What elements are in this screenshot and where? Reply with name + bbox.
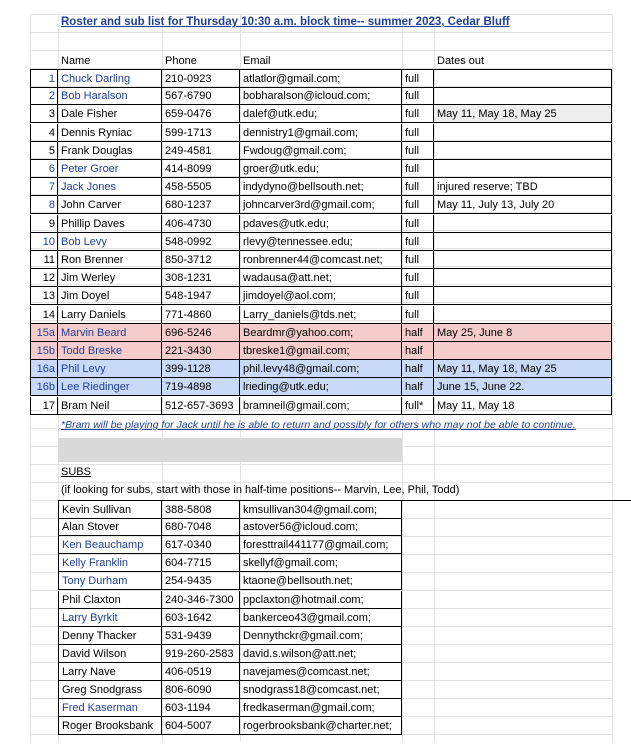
player-name: Dale Fisher xyxy=(58,105,162,123)
header-email: Email xyxy=(243,55,271,67)
sub-row xyxy=(58,591,631,609)
gray-cell xyxy=(162,438,240,462)
sub-row xyxy=(58,572,631,590)
player-name: Bob Levy xyxy=(58,233,162,251)
header-dates-out: Dates out xyxy=(437,55,485,67)
row-number: 14 xyxy=(30,306,58,324)
player-email: indydyno@bellsouth.net; xyxy=(240,178,402,196)
sub-email: bankerceo43@gmail.com; xyxy=(240,609,402,627)
header-name: Name xyxy=(61,55,91,67)
player-name: Marvin Beard xyxy=(58,324,162,342)
row-number: 4 xyxy=(30,124,58,142)
player-status: full xyxy=(402,87,434,105)
row-number: 9 xyxy=(30,215,58,233)
dates-out xyxy=(434,160,612,178)
player-email: jimdoyel@aol.com; xyxy=(240,287,402,305)
player-email: dalef@utk.edu; xyxy=(240,105,402,123)
player-name: Phil Levy xyxy=(58,360,162,378)
sub-email: foresttrail441177@gmail.com; xyxy=(240,536,402,554)
sub-name: Phil Claxton xyxy=(58,591,162,609)
table-row xyxy=(30,196,612,214)
dates-out xyxy=(434,251,612,269)
dates-out xyxy=(434,215,612,233)
row-number: 16a xyxy=(30,360,58,378)
player-email: johncarver3rd@gmail.com; xyxy=(240,196,402,214)
table-row xyxy=(30,306,612,324)
player-name: Bob Haralson xyxy=(58,87,162,105)
row-number: 6 xyxy=(30,160,58,178)
player-phone: 548-1947 xyxy=(162,287,240,305)
player-phone: 249-4581 xyxy=(162,142,240,160)
player-email: lrieding@utk.edu; xyxy=(240,378,402,396)
sub-email: ppclaxton@hotmail.com; xyxy=(240,591,402,609)
player-status: full xyxy=(402,105,434,123)
dates-out: May 11, May 18, May 25 xyxy=(434,105,612,123)
table-row xyxy=(30,269,612,287)
row-number: 13 xyxy=(30,287,58,305)
table-row xyxy=(30,215,612,233)
sub-email: astover56@icloud.com; xyxy=(240,518,402,536)
player-email: Fwdoug@gmail.com; xyxy=(240,142,402,160)
row-number: 3 xyxy=(30,105,58,123)
row-number: 15a xyxy=(30,324,58,342)
player-status: full xyxy=(402,269,434,287)
player-status: full xyxy=(402,233,434,251)
table-row xyxy=(30,342,612,360)
player-email: wadausa@att.net; xyxy=(240,269,402,287)
sub-phone: 388-5808 xyxy=(162,501,240,519)
table-row xyxy=(30,287,612,305)
dates-out xyxy=(434,87,612,105)
player-status: half xyxy=(402,360,434,378)
player-name: Frank Douglas xyxy=(58,142,162,160)
sub-name: Kevin Sullivan xyxy=(58,501,162,519)
player-name: Todd Breske xyxy=(58,342,162,360)
sub-name: Larry Byrkit xyxy=(58,609,162,627)
dates-out xyxy=(434,287,612,305)
sub-phone: 531-9439 xyxy=(162,627,240,645)
player-email: groer@utk.edu; xyxy=(240,160,402,178)
sub-email: rogerbrooksbank@charter.net; xyxy=(240,717,402,735)
dates-out: May 11, May 18, May 25 xyxy=(434,360,612,378)
player-name: Peter Groer xyxy=(58,160,162,178)
player-name: Jack Jones xyxy=(58,178,162,196)
row-number: 12 xyxy=(30,269,58,287)
sub-name: Denny Thacker xyxy=(58,627,162,645)
gray-cell xyxy=(58,438,162,462)
sub-phone: 604-5007 xyxy=(162,717,240,735)
player-phone: 406-4730 xyxy=(162,215,240,233)
player-name: Dennis Ryniac xyxy=(58,124,162,142)
table-row xyxy=(30,87,612,105)
sub-email: navejames@comcast.net; xyxy=(240,663,402,681)
sub-row xyxy=(58,627,631,645)
player-status: full xyxy=(402,178,434,196)
row-number: 16b xyxy=(30,378,58,396)
player-phone: 458-5505 xyxy=(162,178,240,196)
player-email: bobharalson@icloud.com; xyxy=(240,87,402,105)
sub-phone: 806-6090 xyxy=(162,681,240,699)
table-row xyxy=(30,178,612,196)
player-phone: 659-0476 xyxy=(162,105,240,123)
player-status: full xyxy=(402,160,434,178)
player-email: Larry_daniels@tds.net; xyxy=(240,306,402,324)
row-number: 15b xyxy=(30,342,58,360)
player-email: atlatlor@gmail.com; xyxy=(240,70,402,88)
sub-name: Fred Kaserman xyxy=(58,699,162,717)
footnote: *Bram will be playing for Jack until he is able to return and possibly for others who may not be able to continue. xyxy=(61,419,576,431)
sub-name: Kelly Franklin xyxy=(58,554,162,572)
sub-row xyxy=(58,536,631,554)
sub-email: david.s.wilson@att.net; xyxy=(240,645,402,663)
sub-name: David Wilson xyxy=(58,645,162,663)
sub-row xyxy=(58,609,631,627)
player-status: full xyxy=(402,70,434,88)
player-email: Beardmr@yahoo.com; xyxy=(240,324,402,342)
player-name: Ron Brenner xyxy=(58,251,162,269)
table-row xyxy=(30,124,612,142)
player-name: Phillip Daves xyxy=(58,215,162,233)
player-status: full xyxy=(402,215,434,233)
dates-out: June 15, June 22. xyxy=(434,378,612,396)
player-name: Chuck Darling xyxy=(58,70,162,88)
table-row xyxy=(30,160,612,178)
sub-phone: 406-0519 xyxy=(162,663,240,681)
player-name: Jim Doyel xyxy=(58,287,162,305)
sub-row xyxy=(58,645,631,663)
sheet-title: Roster and sub list for Thursday 10:30 a.m. block time-- summer 2023, Cedar Bluff xyxy=(61,16,510,28)
sub-email: ktaone@bellsouth.net; xyxy=(240,572,402,590)
player-phone: 414-8099 xyxy=(162,160,240,178)
player-phone: 399-1128 xyxy=(162,360,240,378)
sub-name: Roger Brooksbank xyxy=(58,717,162,735)
player-phone: 850-3712 xyxy=(162,251,240,269)
player-name: Bram Neil xyxy=(58,397,162,415)
subs-heading: SUBS xyxy=(61,466,91,478)
player-email: tbreske1@gmail.com; xyxy=(240,342,402,360)
dates-out: injured reserve; TBD xyxy=(434,178,612,196)
table-row xyxy=(30,397,612,415)
player-status: full xyxy=(402,124,434,142)
row-number: 5 xyxy=(30,142,58,160)
player-phone: 221-3430 xyxy=(162,342,240,360)
table-row xyxy=(30,251,612,269)
player-status: half xyxy=(402,378,434,396)
player-phone: 567-6790 xyxy=(162,87,240,105)
table-row xyxy=(30,324,612,342)
sub-row xyxy=(58,518,631,536)
player-name: John Carver xyxy=(58,196,162,214)
sub-email: skellyf@gmail.com; xyxy=(240,554,402,572)
dates-out xyxy=(434,124,612,142)
player-phone: 771-4860 xyxy=(162,306,240,324)
player-status: full* xyxy=(402,397,434,415)
player-status: full xyxy=(402,142,434,160)
row-number: 17 xyxy=(30,397,58,415)
table-row xyxy=(30,378,612,396)
player-email: phil.levy48@gmail.com; xyxy=(240,360,402,378)
dates-out: May 11, July 13, July 20 xyxy=(434,196,612,214)
table-row xyxy=(30,142,612,160)
row-number: 7 xyxy=(30,178,58,196)
dates-out xyxy=(434,342,612,360)
dates-out xyxy=(434,306,612,324)
sub-phone: 254-9435 xyxy=(162,572,240,590)
sub-email: snodgrass18@comcast.net; xyxy=(240,681,402,699)
sub-row xyxy=(58,663,631,681)
row-number: 10 xyxy=(30,233,58,251)
gray-cell xyxy=(240,438,402,462)
player-phone: 308-1231 xyxy=(162,269,240,287)
sub-phone: 603-1194 xyxy=(162,699,240,717)
sub-name: Alan Stover xyxy=(58,518,162,536)
player-status: full xyxy=(402,251,434,269)
sub-phone: 680-7048 xyxy=(162,518,240,536)
player-status: full xyxy=(402,196,434,214)
header-phone: Phone xyxy=(165,55,197,67)
sub-phone: 603-1642 xyxy=(162,609,240,627)
player-email: rlevy@tennessee.edu; xyxy=(240,233,402,251)
table-row xyxy=(30,360,612,378)
dates-out: May 25, June 8 xyxy=(434,324,612,342)
player-phone: 719-4898 xyxy=(162,378,240,396)
subs-instructions: (if looking for subs, start with those in half-time positions-- Marvin, Lee, Phil, Todd) xyxy=(61,484,460,496)
sub-row xyxy=(58,681,631,699)
player-status: half xyxy=(402,324,434,342)
dates-out xyxy=(434,70,612,88)
sub-row xyxy=(58,717,631,735)
table-row xyxy=(30,105,612,123)
sub-name: Tony Durham xyxy=(58,572,162,590)
row-number: 1 xyxy=(30,70,58,88)
player-email: bramneil@gmail.com; xyxy=(240,397,402,415)
player-phone: 548-0992 xyxy=(162,233,240,251)
sub-name: Ken Beauchamp xyxy=(58,536,162,554)
sub-phone: 240-346-7300 xyxy=(162,591,240,609)
player-email: dennistry1@gmail.com; xyxy=(240,124,402,142)
table-row xyxy=(30,69,612,88)
player-phone: 680-1237 xyxy=(162,196,240,214)
player-name: Lee Riedinger xyxy=(58,378,162,396)
dates-out: May 11, May 18 xyxy=(434,397,612,415)
sub-name: Greg Snodgrass xyxy=(58,681,162,699)
player-phone: 512-657-3693 xyxy=(162,397,240,415)
dates-out xyxy=(434,269,612,287)
player-name: Jim Werley xyxy=(58,269,162,287)
player-phone: 696-5246 xyxy=(162,324,240,342)
dates-out xyxy=(434,142,612,160)
player-status: half xyxy=(402,342,434,360)
row-number: 2 xyxy=(30,87,58,105)
dates-out xyxy=(434,233,612,251)
player-name: Larry Daniels xyxy=(58,306,162,324)
player-phone: 210-0923 xyxy=(162,70,240,88)
player-status: full xyxy=(402,287,434,305)
sub-email: kmsullivan304@gmail.com; xyxy=(240,501,402,519)
sub-phone: 604-7715 xyxy=(162,554,240,572)
row-number: 11 xyxy=(30,251,58,269)
sub-email: fredkaserman@gmail.com; xyxy=(240,699,402,717)
sub-row xyxy=(58,554,631,572)
player-email: pdaves@utk.edu; xyxy=(240,215,402,233)
sub-row xyxy=(58,500,631,519)
sub-phone: 617-0340 xyxy=(162,536,240,554)
row-number: 8 xyxy=(30,196,58,214)
sub-name: Larry Nave xyxy=(58,663,162,681)
sub-row xyxy=(58,699,631,717)
sub-phone: 919-260-2583 xyxy=(162,645,240,663)
player-status: full xyxy=(402,306,434,324)
sub-email: Dennythckr@gmail.com; xyxy=(240,627,402,645)
table-row xyxy=(30,233,612,251)
player-phone: 599-1713 xyxy=(162,124,240,142)
player-email: ronbrenner44@comcast.net; xyxy=(240,251,402,269)
